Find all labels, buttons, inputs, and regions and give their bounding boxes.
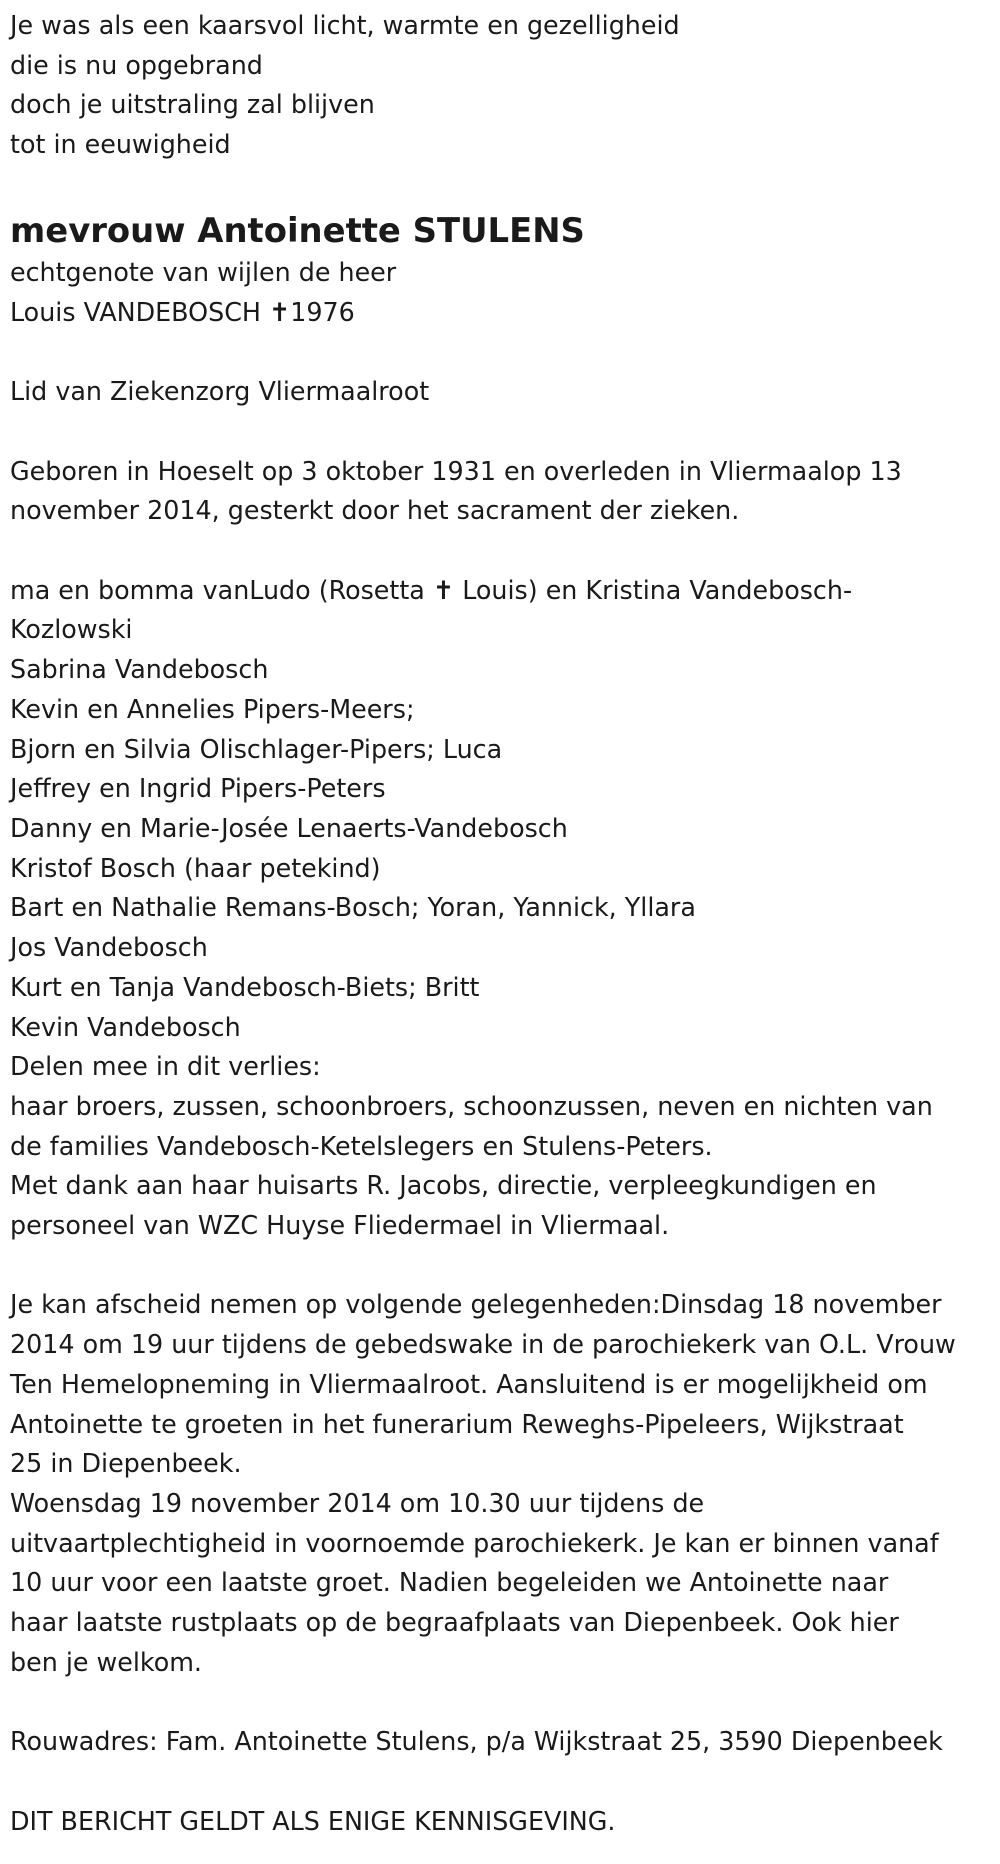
poem-line: doch je uitstraling zal blijven [10,89,375,120]
poem-line: die is nu opgebrand [10,49,263,80]
family-line [10,571,990,611]
family-line-part: ma en bomma vanLudo (Rosetta [10,574,433,605]
spacer [10,412,990,452]
family-list [10,571,990,1246]
family-line: Danny en Marie-Josée Lenaerts-Vandebosch [10,812,568,843]
poem-line: Je was als een kaarsvol licht, warmte en gezelligheid [10,10,680,40]
spacer [10,1762,990,1802]
birth-death-line: november 2014, gesterkt door het sacrament der zieken. [10,495,740,526]
farewell-line: Je kan afscheid nemen op volgende gelegenheden:Dinsdag 18 november [10,1289,942,1320]
farewell-line: Antoinette te groeten in het funerarium Reweghs-Pipeleers, Wijkstraat [10,1408,904,1439]
family-line: Sabrina Vandebosch [10,654,269,685]
family-line: Met dank aan haar huisarts R. Jacobs, directie, verpleegkundigen en [10,1170,877,1201]
spacer [10,165,990,205]
farewell-line: haar laatste rustplaats op de begraafplaats van Diepenbeek. Ook hier [10,1607,899,1638]
mourning-address: Rouwadres: Fam. Antoinette Stulens, p/a Wijkstraat 25, 3590 Diepenbeek [10,1726,943,1757]
farewell-line: 25 in Diepenbeek. [10,1448,242,1479]
spacer [10,333,990,373]
farewell-line: Ten Hemelopneming in Vliermaalroot. Aansluitend is er mogelijkheid om [10,1368,928,1399]
family-line: personeel van WZC Huyse Fliedermael in Vliermaal. [10,1210,670,1241]
poem [10,6,990,165]
membership: Lid van Ziekenzorg Vliermaalroot [10,376,430,407]
family-line: haar broers, zussen, schoonbroers, schoonzussen, neven en nichten van [10,1090,933,1121]
farewell-line: 10 uur voor een laatste groet. Nadien begeleiden we Antoinette naar [10,1567,889,1598]
family-line: Jos Vandebosch [10,932,208,963]
cross-icon: ✝ [269,296,291,327]
family-line: Bart en Nathalie Remans-Bosch; Yoran, Yannick, Yllara [10,892,696,923]
birth-death [10,452,990,531]
family-line: Delen mee in dit verlies: [10,1051,321,1082]
family-line: Jeffrey en Ingrid Pipers-Peters [10,773,386,804]
family-line: Kevin Vandebosch [10,1011,241,1042]
family-line: Kurt en Tanja Vandebosch-Biets; Britt [10,971,480,1002]
family-line: Bjorn en Silvia Olischlager-Pipers; Luca [10,733,503,764]
family-line: Kozlowski [10,614,133,645]
family-line: Kristof Bosch (haar petekind) [10,852,381,883]
spouse-year: 1976 [290,296,355,327]
spouse-name: Louis VANDEBOSCH [10,296,261,327]
farewell-info [10,1285,990,1682]
family-line: de families Vandebosch-Ketelslegers en Stulens-Peters. [10,1130,713,1161]
deceased-name: mevrouw Antoinette STULENS [10,210,585,250]
spouse-intro: echtgenote van wijlen de heer [10,257,397,288]
spacer [10,1682,990,1722]
poem-line: tot in eeuwigheid [10,129,231,160]
spouse-line [10,293,990,333]
spacer [10,1246,990,1286]
cross-icon: ✝ [432,574,455,605]
birth-death-line: Geboren in Hoeselt op 3 oktober 1931 en overleden in Vliermaalop 13 [10,455,902,486]
farewell-line: uitvaartplechtigheid in voornoemde parochiekerk. Je kan er binnen vanaf [10,1527,939,1558]
family-line-part: Louis) en Kristina Vandebosch- [454,574,853,605]
farewell-line: 2014 om 19 uur tijdens de gebedswake in de parochiekerk van O.L. Vrouw [10,1329,956,1360]
spacer [10,531,990,571]
family-line: Kevin en Annelies Pipers-Meers; [10,693,415,724]
notice-statement: DIT BERICHT GELDT ALS ENIGE KENNISGEVING. [10,1805,616,1836]
farewell-line: Woensdag 19 november 2014 om 10.30 uur tijdens de [10,1487,705,1518]
farewell-line: ben je welkom. [10,1646,202,1677]
